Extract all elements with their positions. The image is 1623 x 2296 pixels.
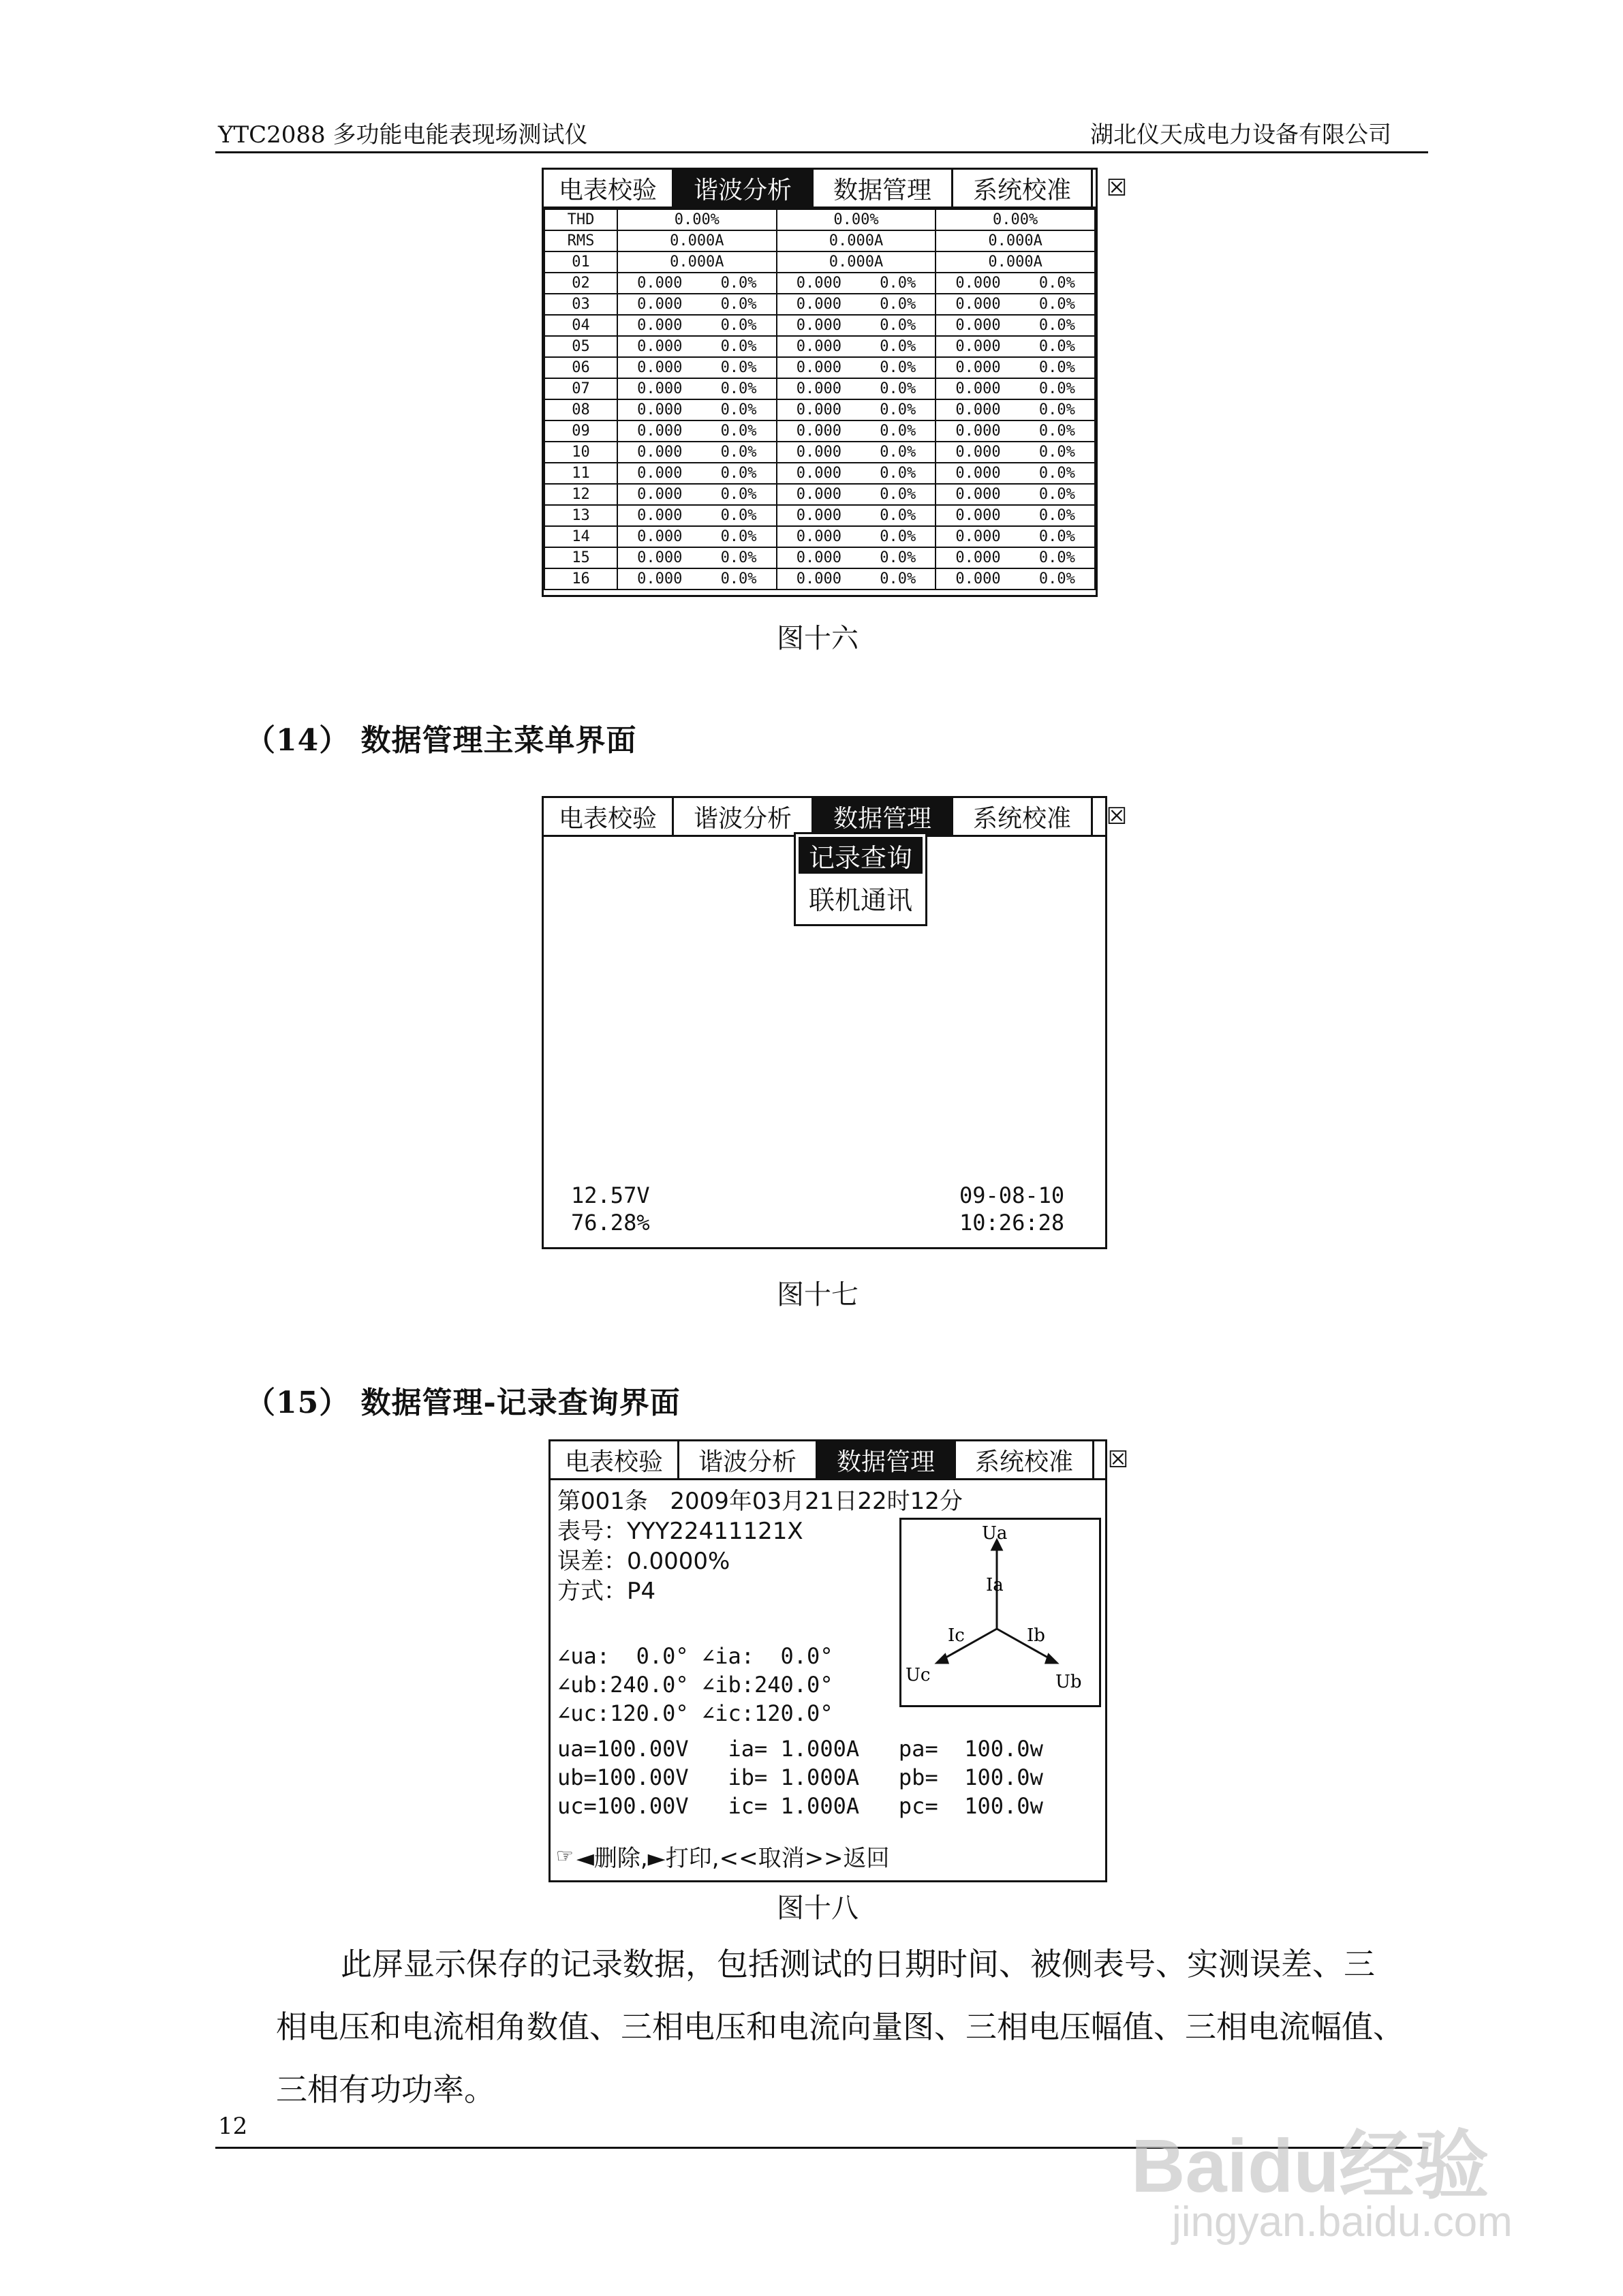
row-label: 03 <box>544 294 617 315</box>
table-cell <box>936 463 1095 484</box>
harmonic-value: 0.000 <box>796 465 841 482</box>
table-cell <box>936 442 1095 463</box>
table-cell <box>777 357 936 378</box>
harmonic-value: 0.000 <box>637 486 683 503</box>
tab-harmonic-analysis[interactable]: 谐波分析 <box>674 170 814 206</box>
phasor-diagram-svg <box>901 1520 1099 1705</box>
harmonic-value: 0.000 <box>955 549 1001 566</box>
table-row <box>544 336 1095 357</box>
row-label: 04 <box>544 315 617 336</box>
harmonic-value: 0.000 <box>637 359 683 376</box>
row-label: 05 <box>544 336 617 357</box>
harmonic-value: 0.000 <box>796 317 841 334</box>
table-cell: 0.000A <box>936 230 1095 251</box>
ib-label: Ib <box>1027 1625 1045 1646</box>
table-cell <box>617 463 777 484</box>
harmonic-percent: 0.0% <box>1038 423 1075 440</box>
header-right: 湖北仪天成电力设备有限公司 <box>1090 121 1391 149</box>
menu-item-record-query[interactable]: 记录查询 <box>799 837 923 874</box>
harmonic-value: 0.000 <box>796 296 841 313</box>
table-row <box>544 315 1095 336</box>
harmonic-percent: 0.0% <box>1038 275 1075 292</box>
ia-label: Ia <box>986 1575 1004 1595</box>
harmonic-percent: 0.0% <box>720 549 757 566</box>
harmonic-percent: 0.0% <box>880 380 916 397</box>
table-row <box>544 505 1095 526</box>
table-cell <box>936 526 1095 547</box>
table-cell <box>617 294 777 315</box>
harmonic-percent: 0.0% <box>1038 549 1075 566</box>
harmonic-percent: 0.0% <box>1038 570 1075 587</box>
harmonic-value: 0.000 <box>796 338 841 355</box>
table-cell <box>777 420 936 442</box>
harmonic-value: 0.000 <box>955 444 1001 461</box>
pointing-hand-icon: ☞ <box>557 1842 572 1870</box>
harmonic-value: 0.000 <box>796 275 841 292</box>
data-menu-dropdown <box>794 832 927 926</box>
table-cell <box>936 357 1095 378</box>
harmonic-value: 0.000 <box>796 528 841 545</box>
harmonic-value: 0.000 <box>955 507 1001 524</box>
harmonic-value: 0.000 <box>796 359 841 376</box>
harmonic-value: 0.000 <box>955 359 1001 376</box>
harmonic-value: 0.000 <box>955 423 1001 440</box>
table-cell <box>936 547 1095 568</box>
harmonic-percent: 0.0% <box>720 507 757 524</box>
harmonic-value: 0.000 <box>955 380 1001 397</box>
table-cell <box>936 484 1095 505</box>
table-row <box>544 251 1095 273</box>
uc-label: Uc <box>906 1665 931 1685</box>
tab-system-calibration[interactable]: 系统校准 <box>953 798 1093 835</box>
harmonic-percent: 0.0% <box>720 423 757 440</box>
harmonic-value: 0.000 <box>637 507 683 524</box>
measure-row-c: uc=100.00V ic= 1.000A pc= 100.0w <box>557 1793 1043 1819</box>
angle-row-c: ∠uc:120.0° ∠ic:120.0° <box>557 1700 833 1726</box>
harmonic-percent: 0.0% <box>1038 296 1075 313</box>
table-cell <box>617 357 777 378</box>
table-row <box>544 547 1095 568</box>
table-cell: 0.000A <box>617 251 777 273</box>
harmonic-value: 0.000 <box>955 275 1001 292</box>
harmonic-value: 0.000 <box>796 423 841 440</box>
menu-bar <box>551 1441 1129 1480</box>
close-icon[interactable]: ☒ <box>1107 1446 1129 1473</box>
row-label: 10 <box>544 442 617 463</box>
table-cell <box>936 294 1095 315</box>
harmonic-value: 0.000 <box>796 570 841 587</box>
harmonic-percent: 0.0% <box>1038 486 1075 503</box>
harmonic-percent: 0.0% <box>1038 380 1075 397</box>
harmonic-percent: 0.0% <box>1038 465 1075 482</box>
measure-row-b: ub=100.00V ib= 1.000A pb= 100.0w <box>557 1764 1043 1790</box>
record-footer-text: ◄删除,►打印,<<取消>>返回 <box>576 1845 890 1872</box>
table-cell <box>617 526 777 547</box>
table-cell <box>936 378 1095 399</box>
ub-label: Ub <box>1055 1672 1082 1692</box>
row-label: 02 <box>544 273 617 294</box>
table-cell <box>777 336 936 357</box>
harmonic-value: 0.000 <box>796 549 841 566</box>
harmonic-percent: 0.0% <box>880 338 916 355</box>
table-cell <box>617 547 777 568</box>
harmonic-value: 0.000 <box>637 296 683 313</box>
harmonic-value: 0.000 <box>955 338 1001 355</box>
tab-harmonic-analysis[interactable]: 谐波分析 <box>674 798 814 835</box>
tab-harmonic-analysis[interactable]: 谐波分析 <box>679 1441 818 1478</box>
harmonic-percent: 0.0% <box>1038 359 1075 376</box>
harmonic-table <box>544 209 1096 590</box>
table-cell <box>617 399 777 420</box>
table-cell <box>936 420 1095 442</box>
harmonic-percent: 0.0% <box>1038 401 1075 418</box>
tab-data-management[interactable]: 数据管理 <box>814 798 953 835</box>
row-label: 16 <box>544 568 617 590</box>
table-cell <box>777 294 936 315</box>
harmonic-value: 0.000 <box>955 486 1001 503</box>
battery-percent: 76.28% <box>571 1210 650 1236</box>
table-cell <box>777 526 936 547</box>
table-cell <box>777 547 936 568</box>
wiring-mode: 方式：P4 <box>557 1578 656 1605</box>
ua-label: Ua <box>982 1523 1008 1544</box>
harmonic-value: 0.000 <box>637 570 683 587</box>
table-cell <box>777 463 936 484</box>
harmonic-percent: 0.0% <box>720 296 757 313</box>
table-cell <box>936 336 1095 357</box>
table-cell <box>777 568 936 590</box>
harmonic-value: 0.000 <box>955 528 1001 545</box>
table-cell <box>777 442 936 463</box>
section-15-heading: （15） 数据管理-记录查询界面 <box>245 1386 681 1420</box>
baidu-watermark: Baidu经验 <box>1131 2124 1489 2208</box>
table-row <box>544 230 1095 251</box>
table-row <box>544 463 1095 484</box>
error-value: 误差：0.0000% <box>557 1548 730 1575</box>
harmonic-value: 0.000 <box>637 275 683 292</box>
row-label: 01 <box>544 251 617 273</box>
measure-row-a: ua=100.00V ia= 1.000A pa= 100.0w <box>557 1736 1043 1762</box>
harmonic-percent: 0.0% <box>880 507 916 524</box>
paragraph-line-3: 三相有功功率。 <box>276 2071 495 2108</box>
table-cell <box>777 505 936 526</box>
table-cell: 0.000A <box>777 251 936 273</box>
row-label: 11 <box>544 463 617 484</box>
table-cell <box>936 273 1095 294</box>
harmonic-percent: 0.0% <box>1038 444 1075 461</box>
menu-bar <box>544 170 1128 209</box>
table-cell <box>936 315 1095 336</box>
table-cell: 0.000A <box>617 230 777 251</box>
table-row <box>544 357 1095 378</box>
table-cell <box>777 315 936 336</box>
tab-meter-check[interactable]: 电表校验 <box>544 798 674 835</box>
harmonic-value: 0.000 <box>796 486 841 503</box>
harmonic-percent: 0.0% <box>880 296 916 313</box>
harmonic-percent: 0.0% <box>880 275 916 292</box>
harmonic-value: 0.000 <box>637 338 683 355</box>
table-cell <box>777 378 936 399</box>
harmonic-percent: 0.0% <box>720 275 757 292</box>
harmonic-value: 0.000 <box>955 465 1001 482</box>
harmonic-value: 0.000 <box>637 465 683 482</box>
menu-item-online-comm[interactable]: 联机通讯 <box>808 885 912 915</box>
harmonic-percent: 0.0% <box>880 317 916 334</box>
table-cell <box>936 399 1095 420</box>
table-cell <box>617 336 777 357</box>
harmonic-value: 0.000 <box>637 401 683 418</box>
row-label: 13 <box>544 505 617 526</box>
row-label: 06 <box>544 357 617 378</box>
table-row <box>544 273 1095 294</box>
table-cell <box>617 378 777 399</box>
angle-row-a: ∠ua: 0.0° ∠ia: 0.0° <box>557 1643 833 1669</box>
table-cell <box>936 568 1095 590</box>
row-label: 07 <box>544 378 617 399</box>
figure-17-caption: 图十七 <box>777 1279 859 1311</box>
harmonic-percent: 0.0% <box>1038 528 1075 545</box>
page-number: 12 <box>218 2113 248 2140</box>
harmonic-value: 0.000 <box>637 317 683 334</box>
row-label: 09 <box>544 420 617 442</box>
harmonic-percent: 0.0% <box>1038 507 1075 524</box>
harmonic-value: 0.000 <box>796 507 841 524</box>
record-header: 第001条 2009年03月21日22时12分 <box>557 1488 963 1515</box>
table-cell <box>617 442 777 463</box>
header-left: YTC2088 多功能电能表现场测试仪 <box>218 121 588 149</box>
table-cell <box>617 273 777 294</box>
harmonic-percent: 0.0% <box>720 338 757 355</box>
ub-arrowhead <box>1046 1655 1057 1663</box>
table-row <box>544 378 1095 399</box>
vector-diagram <box>899 1518 1101 1707</box>
record-query-screen <box>548 1439 1129 1882</box>
table-cell: 0.000A <box>936 251 1095 273</box>
row-label: RMS <box>544 230 617 251</box>
angle-row-b: ∠ub:240.0° ∠ib:240.0° <box>557 1672 833 1698</box>
harmonic-percent: 0.0% <box>720 486 757 503</box>
table-row <box>544 484 1095 505</box>
harmonic-percent: 0.0% <box>720 444 757 461</box>
harmonic-value: 0.000 <box>637 423 683 440</box>
table-cell <box>777 399 936 420</box>
harmonic-percent: 0.0% <box>1038 317 1075 334</box>
table-cell <box>777 273 936 294</box>
table-row <box>544 568 1095 590</box>
harmonic-percent: 0.0% <box>720 380 757 397</box>
harmonic-percent: 0.0% <box>880 570 916 587</box>
table-row <box>544 420 1095 442</box>
harmonic-value: 0.000 <box>637 444 683 461</box>
tab-meter-check[interactable]: 电表校验 <box>544 170 674 206</box>
table-cell: 0.00% <box>777 209 936 230</box>
harmonic-percent: 0.0% <box>880 465 916 482</box>
table-row <box>544 526 1095 547</box>
harmonic-value: 0.000 <box>955 570 1001 587</box>
uc-arrowhead <box>937 1655 948 1663</box>
row-label: 15 <box>544 547 617 568</box>
table-row <box>544 294 1095 315</box>
harmonic-percent: 0.0% <box>720 401 757 418</box>
table-cell: 0.00% <box>617 209 777 230</box>
tab-data-management[interactable]: 数据管理 <box>814 170 953 206</box>
harmonic-percent: 0.0% <box>880 401 916 418</box>
harmonic-value: 0.000 <box>955 317 1001 334</box>
harmonic-value: 0.000 <box>955 296 1001 313</box>
ic-label: Ic <box>948 1625 965 1646</box>
table-row <box>544 442 1095 463</box>
tab-data-management[interactable]: 数据管理 <box>818 1441 956 1478</box>
table-cell: 0.000A <box>777 230 936 251</box>
baidu-watermark-url: jingyan.baidu.com <box>1172 2199 1513 2246</box>
record-footer <box>557 1839 890 1873</box>
table-cell <box>617 420 777 442</box>
harmonic-percent: 0.0% <box>880 444 916 461</box>
harmonic-value: 0.000 <box>796 444 841 461</box>
paragraph-line-1: 此屏显示保存的记录数据，包括测试的日期时间、被侧表号、实测误差、三 <box>341 1946 1375 1983</box>
tab-system-calibration[interactable]: 系统校准 <box>956 1441 1094 1478</box>
harmonic-percent: 0.0% <box>880 423 916 440</box>
harmonic-value: 0.000 <box>796 401 841 418</box>
table-row <box>544 399 1095 420</box>
figure-18-caption: 图十八 <box>777 1893 859 1924</box>
row-label: 12 <box>544 484 617 505</box>
meter-number: 表号：YYY22411121X <box>557 1518 803 1545</box>
row-label: 08 <box>544 399 617 420</box>
close-icon[interactable]: ☒ <box>1106 174 1128 202</box>
paragraph-line-2: 相电压和电流相角数值、三相电压和电流向量图、三相电压幅值、三相电流幅值、 <box>276 2008 1404 2045</box>
harmonic-value: 0.000 <box>637 528 683 545</box>
harmonic-percent: 0.0% <box>880 486 916 503</box>
harmonic-percent: 0.0% <box>720 528 757 545</box>
harmonic-percent: 0.0% <box>720 570 757 587</box>
table-cell <box>617 568 777 590</box>
time-display: 10:26:28 <box>959 1210 1065 1236</box>
table-cell: 0.00% <box>936 209 1095 230</box>
table-cell <box>617 484 777 505</box>
table-cell <box>617 505 777 526</box>
harmonic-percent: 0.0% <box>720 359 757 376</box>
harmonic-percent: 0.0% <box>880 528 916 545</box>
harmonic-percent: 0.0% <box>1038 338 1075 355</box>
tab-meter-check[interactable]: 电表校验 <box>551 1441 679 1478</box>
harmonic-value: 0.000 <box>955 401 1001 418</box>
harmonic-screen <box>542 168 1128 597</box>
date-display: 09-08-10 <box>959 1182 1065 1208</box>
harmonic-value: 0.000 <box>637 549 683 566</box>
harmonic-percent: 0.0% <box>880 359 916 376</box>
data-menu-screen <box>542 796 1128 1249</box>
section-14-heading: （14） 数据管理主菜单界面 <box>245 723 637 758</box>
close-icon[interactable]: ☒ <box>1106 803 1128 830</box>
row-label: 14 <box>544 526 617 547</box>
table-cell <box>617 315 777 336</box>
battery-voltage: 12.57V <box>571 1182 650 1208</box>
harmonic-percent: 0.0% <box>720 317 757 334</box>
harmonic-value: 0.000 <box>796 380 841 397</box>
figure-16-caption: 图十六 <box>777 623 859 654</box>
table-row <box>544 209 1095 230</box>
header-rule <box>215 151 1428 153</box>
harmonic-percent: 0.0% <box>880 549 916 566</box>
menu-bar <box>544 798 1128 837</box>
harmonic-value: 0.000 <box>637 380 683 397</box>
table-cell <box>777 484 936 505</box>
tab-system-calibration[interactable]: 系统校准 <box>953 170 1093 206</box>
table-cell <box>936 505 1095 526</box>
row-label: THD <box>544 209 617 230</box>
harmonic-percent: 0.0% <box>720 465 757 482</box>
